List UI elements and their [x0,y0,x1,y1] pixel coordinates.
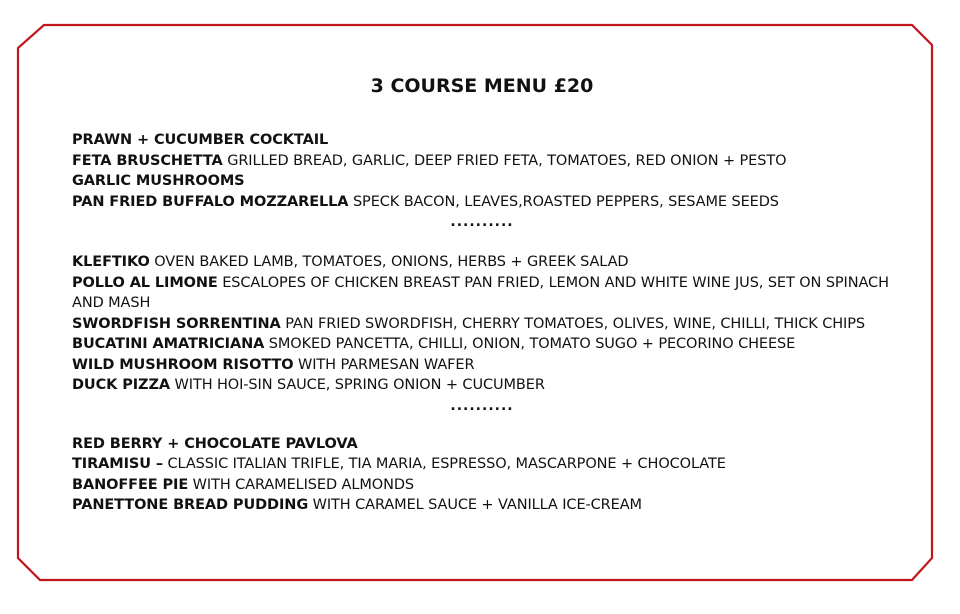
dish-name: BUCATINI AMATRICIANA [72,336,265,352]
list-item [72,475,892,496]
menu-card [72,72,892,516]
dish-description: WITH HOI-SIN SAUCE, SPRING ONION + CUCUMBER [170,377,545,393]
dish-name: PAN FRIED BUFFALO MOZZARELLA [72,193,349,210]
section-mains [72,252,892,396]
dish-description: SPECK BACON, LEAVES,ROASTED PEPPERS, SESAME SEEDS [348,193,779,210]
dish-name: POLLO AL LIMONE [72,274,218,291]
list-item [72,495,892,516]
list-item [72,334,892,355]
dish-name: FETA BRUSCHETTA [72,152,223,169]
dish-name: TIRAMISU – [72,456,164,472]
dish-description: WITH CARAMELISED ALMONDS [188,476,414,493]
dish-name: SWORDFISH SORRENTINA [72,315,281,332]
dish-name: DUCK PIZZA [72,377,171,393]
list-item [72,151,892,172]
dish-name: KLEFTIKO [72,254,150,270]
menu-title: 3 COURSE MENU £20 [370,75,594,97]
list-item [72,375,892,396]
list-item [72,434,892,455]
dish-name: PANETTONE BREAD PUDDING [72,497,309,513]
list-item [72,171,892,192]
dish-name: BANOFFEE PIE [72,476,189,493]
section-desserts [72,434,892,516]
list-item [72,454,892,475]
section-separator: .......... [450,397,514,414]
dish-description: WITH CARAMEL SAUCE + VANILLA ICE-CREAM [308,497,642,513]
section-separator: .......... [450,214,514,230]
dish-name: GARLIC MUSHROOMS [72,173,245,189]
dish-description: CLASSIC ITALIAN TRIFLE, TIA MARIA, ESPRESSO, MASCARPONE + CHOCOLATE [163,456,726,472]
section-starters [72,130,892,212]
list-item [72,273,892,314]
dish-description: ESCALOPES OF CHICKEN BREAST PAN FRIED, LEMON AND WHITE WINE JUS, SET ON SPINACH AND MASH [72,274,889,311]
dish-name: WILD MUSHROOM RISOTTO [72,356,294,373]
dish-description: PAN FRIED SWORDFISH, CHERRY TOMATOES, OLIVES, WINE, CHILLI, THICK CHIPS [280,315,865,332]
list-item [72,192,892,213]
dish-description: GRILLED BREAD, GARLIC, DEEP FRIED FETA, TOMATOES, RED ONION + PESTO [222,152,787,169]
dish-description: SMOKED PANCETTA, CHILLI, ONION, TOMATO SUGO + PECORINO CHEESE [264,336,796,352]
dish-description: WITH PARMESAN WAFER [293,356,475,373]
list-item [72,252,892,273]
list-item [72,130,892,151]
dish-name: RED BERRY + CHOCOLATE PAVLOVA [72,435,358,452]
dish-name: PRAWN + CUCUMBER COCKTAIL [72,132,329,148]
dish-description: OVEN BAKED LAMB, TOMATOES, ONIONS, HERBS + GREEK SALAD [149,254,629,270]
list-item [72,314,892,335]
list-item [72,355,892,376]
